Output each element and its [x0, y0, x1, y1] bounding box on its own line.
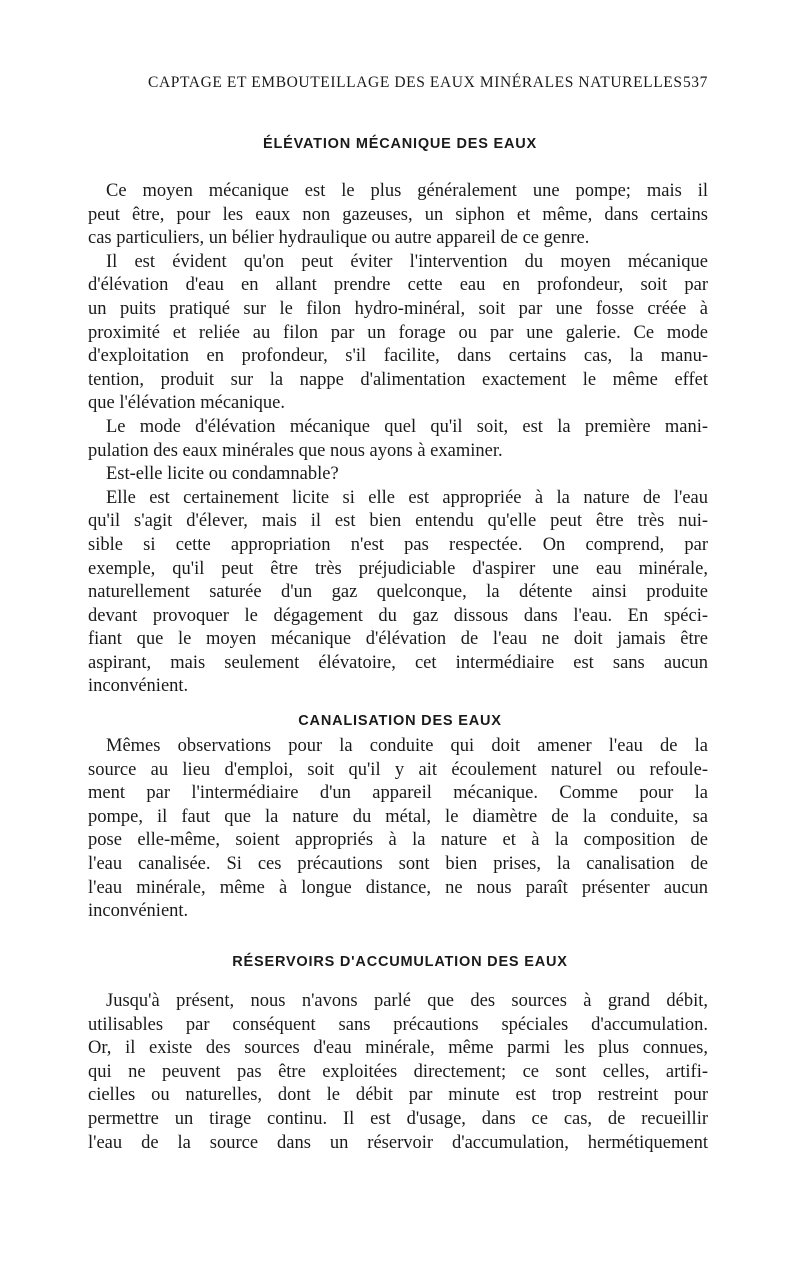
- section-heading: CANALISATION DES EAUX: [298, 713, 502, 729]
- text-line: Elle est certainement licite si elle est appropriée à la nature de l'eau: [106, 487, 708, 508]
- text-line: un puits pratiqué sur le filon hydro-minéral, soit par une fosse créée à: [88, 298, 708, 319]
- text-line: pulation des eaux minérales que nous ayons à examiner.: [88, 440, 503, 461]
- text-line: d'élévation d'eau en allant prendre cette eau en profondeur, soit par: [88, 275, 708, 296]
- text-line: peut être, pour les eaux non gazeuses, un siphon et même, dans certains: [88, 204, 708, 225]
- page-number: 537: [682, 74, 708, 91]
- text-line: Ce moyen mécanique est le plus généralement une pompe; mais il: [106, 181, 708, 201]
- text-line: qu'il s'agit d'élever, mais il est bien entendu qu'elle peut être très nui-: [88, 511, 708, 532]
- text-line: Jusqu'à présent, nous n'avons parlé que des sources à grand débit,: [106, 991, 708, 1011]
- text-line: pose elle-même, soient appropriés à la nature et à la composition de: [88, 830, 708, 851]
- text-line: devant provoquer le dégagement du gaz dissous dans l'eau. En spéci-: [88, 605, 708, 626]
- text-line: permettre un tirage continu. Il est d'usage, dans ce cas, de recueillir: [88, 1108, 708, 1129]
- text-line: aspirant, mais seulement élévatoire, cet intermédiaire est sans aucun: [88, 652, 708, 673]
- text-line: cielles ou naturelles, dont le débit par minute est trop restreint pour: [88, 1085, 708, 1106]
- text-line: naturellement saturée d'un gaz quelconque, la détente ainsi produite: [88, 582, 708, 603]
- text-line: l'eau de la source dans un réservoir d'accumulation, hermétiquement: [88, 1132, 708, 1153]
- text-line: Il est évident qu'on peut éviter l'intervention du moyen mécanique: [106, 251, 708, 272]
- text-line: Or, il existe des sources d'eau minérale, même parmi les plus connues,: [88, 1038, 708, 1059]
- text-line: Le mode d'élévation mécanique quel qu'il soit, est la première mani-: [106, 416, 708, 437]
- text-line: qui ne peuvent pas être exploitées directement; ce sont celles, artifi-: [88, 1061, 708, 1082]
- section-body: [88, 990, 708, 1155]
- text-line: tention, produit sur la nappe d'alimentation exactement le même effet: [88, 369, 708, 390]
- text-line: pompe, il faut que la nature du métal, le diamètre de la conduite, sa: [88, 806, 708, 827]
- text-line: que l'élévation mécanique.: [88, 393, 285, 414]
- text-line: source au lieu d'emploi, soit qu'il y ait écoulement naturel ou refoule-: [88, 759, 708, 780]
- section-heading: ÉLÉVATION MÉCANIQUE DES EAUX: [262, 136, 538, 152]
- text-line: Mêmes observations pour la conduite qui doit amener l'eau de la: [106, 736, 708, 756]
- text-line: sible si cette appropriation n'est pas respectée. On comprend, par: [88, 534, 708, 555]
- text-line: fiant que le moyen mécanique d'élévation de l'eau ne doit jamais être: [88, 629, 708, 650]
- text-line: exemple, qu'il peut être très préjudiciable d'aspirer une eau minérale,: [88, 558, 708, 579]
- text-line: inconvénient.: [88, 901, 189, 922]
- text-line: cas particuliers, un bélier hydraulique ou autre appareil de ce genre.: [88, 228, 590, 249]
- text-line: l'eau canalisée. Si ces précautions sont bien prises, la canalisation de: [88, 853, 708, 874]
- text-line: l'eau minérale, même à longue distance, ne nous paraît présenter aucun: [88, 877, 708, 898]
- section-body: [88, 735, 708, 924]
- text-line: proximité et reliée au filon par un forage ou par une galerie. Ce mode: [88, 322, 708, 343]
- running-head: [148, 74, 708, 92]
- text-line: ment par l'intermédiaire d'un appareil mécanique. Comme pour la: [88, 783, 708, 804]
- text-line: d'exploitation en profondeur, s'il facilite, dans certains cas, la manu-: [88, 346, 708, 367]
- section-heading: RÉSERVOIRS D'ACCUMULATION DES EAUX: [232, 954, 568, 970]
- text-line: inconvénient.: [88, 676, 189, 697]
- text-line: Est-elle licite ou condamnable?: [106, 464, 339, 485]
- section-body: [88, 180, 708, 699]
- text-line: utilisables par conséquent sans précautions spéciales d'accumulation.: [88, 1014, 708, 1035]
- running-head-title: CAPTAGE ET EMBOUTEILLAGE DES EAUX MINÉRALES NATURELLES: [148, 74, 683, 91]
